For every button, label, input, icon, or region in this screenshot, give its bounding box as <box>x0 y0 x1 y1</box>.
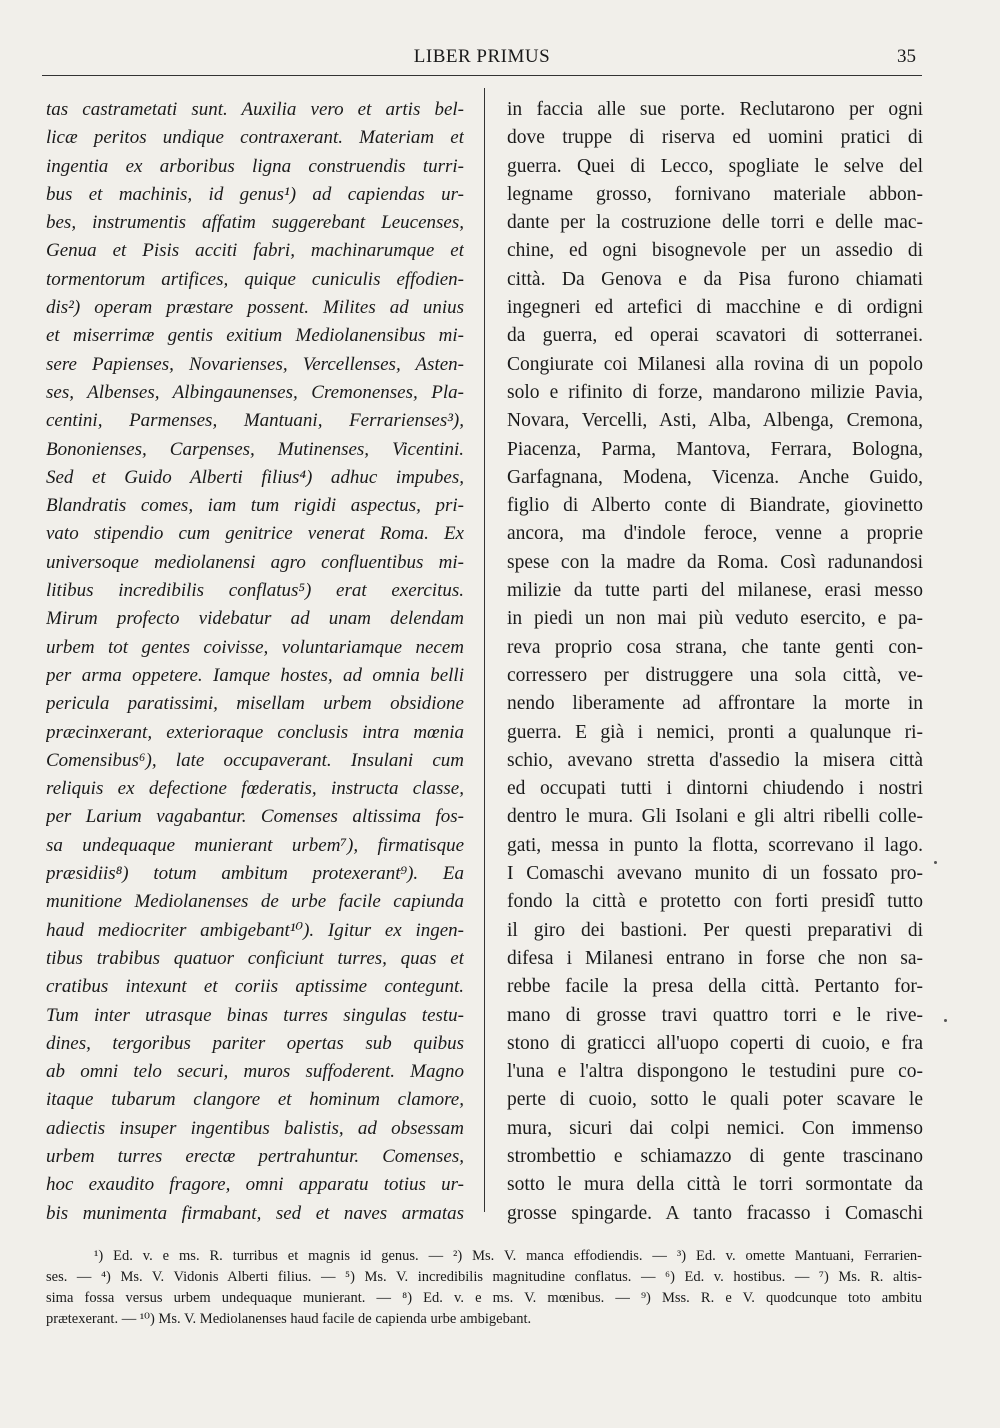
latin-text-line: Tum inter utrasque binas turres singulas testu- <box>46 1004 464 1026</box>
latin-text-line: urbem turres erectæ pertrahuntur. Comenses, <box>46 1145 464 1167</box>
italian-text-line: difesa i Milanesi entrano in forse che non sa- <box>507 947 923 969</box>
italian-text-line: ingegneri ed artefici di macchine e di ordigni <box>507 297 923 319</box>
page-number: 35 <box>897 46 916 67</box>
footnote-line: ¹) Ed. v. e ms. R. turribus et magnis id genus. — ²) Ms. V. manca effodiendis. — ³) Ed. v. omette Mantuani, Ferrarien- <box>94 1248 922 1264</box>
italian-text-line: dove truppe di riserva ed uomini pratici di <box>507 127 923 149</box>
italian-text-line: guerra. Quei di Lecco, spogliate le selve del <box>507 155 923 177</box>
latin-text-line: urbem tot gentes coivisse, voluntariamque necem <box>46 636 464 658</box>
latin-text-line: ingentia ex arboribus ligna construendis turri- <box>46 155 464 177</box>
latin-text-line: sa undequaque munierant urbem⁷), firmatisque <box>46 834 464 856</box>
italian-text-line: gati, messa in punto la flotta, scorrevano il lago. <box>507 834 923 856</box>
italian-text-line: fondo la città e protetto con forti presidî tutto <box>507 891 923 913</box>
latin-text-line: præcinxerant, exterioraque conclusis intra mœnia <box>46 721 464 743</box>
italian-text-line: grosse spingarde. A tanto fracasso i Comaschi <box>507 1202 923 1224</box>
italian-text-line: spese con la madre da Roma. Così radunandosi <box>507 551 923 573</box>
latin-text-line: Comensibus⁶), late occupaverant. Insulani cum <box>46 749 464 771</box>
latin-text-line: bus et machinis, id genus¹) ad capiendas ur- <box>46 183 464 205</box>
running-header <box>42 44 922 74</box>
latin-text-line: Genua et Pisis acciti fabri, machinarumque et <box>46 240 464 262</box>
italian-text-line: perte di cuoio, sotto le quali poter scavare le <box>507 1089 923 1111</box>
italian-text-line: Garfagnana, Modena, Vicenza. Anche Guido, <box>507 466 923 488</box>
italian-text-line: da guerra, ed operai scavatori di sotterranei. <box>507 325 923 347</box>
italian-text-line: Congiurate coi Milanesi alla rovina di un popolo <box>507 353 923 375</box>
latin-text-line: Mirum profecto videbatur ad unam delendam <box>46 608 464 630</box>
italian-text-line: schio, avevano stretta d'assedio la misera città <box>507 749 923 771</box>
italian-text-line: il giro dei bastioni. Per questi preparativi di <box>507 919 923 941</box>
italian-text-line: ed occupati tutti i dintorni chiudendo i nostri <box>507 778 923 800</box>
italian-text-line: corressero per distruggere una sola città, ve- <box>507 664 923 686</box>
latin-text-line: haud mediocriter ambigebant¹⁰). Igitur ex ingen- <box>46 919 464 941</box>
latin-text-line: præsidiis⁸) totum ambitum protexerant⁹). Ea <box>46 863 464 885</box>
latin-text-line: per arma oppetere. Iamque hostes, ad omnia belli <box>46 664 464 686</box>
latin-text-line: per Larium vagabantur. Comenses altissima fos- <box>46 806 464 828</box>
latin-text-line: hoc exaudito fragore, omni apparatu totius ur- <box>46 1174 464 1196</box>
italian-text-line: nendo liberamente ad affrontare la morte in <box>507 693 923 715</box>
latin-text-line: ab omni telo securi, muros suffoderent. Magno <box>46 1061 464 1083</box>
latin-column <box>46 96 464 1226</box>
latin-text-line: universoque mediolanensi agro confluentibus mi- <box>46 551 464 573</box>
latin-text-line: reliquis ex defectione fœderatis, instructa classe, <box>46 778 464 800</box>
latin-text-line: sere Papienses, Novarienses, Vercellenses, Asten- <box>46 353 464 375</box>
latin-text-line: Sed et Guido Alberti filius⁴) adhuc impubes, <box>46 466 464 488</box>
italian-text-line: I Comaschi avevano munito di un fossato pro- <box>507 863 923 885</box>
italian-text-line: Piacenza, Parma, Mantova, Ferrara, Bologna, <box>507 438 923 460</box>
paper-speck <box>934 861 937 864</box>
latin-text-line: bis munimenta firmabant, sed et naves armatas <box>46 1202 464 1224</box>
italian-text-line: stono di graticci all'uopo coperti di cuoio, e fra <box>507 1032 923 1054</box>
column-divider <box>484 88 485 1212</box>
italian-text-line: l'una e l'altra dispongono le testudini pure co- <box>507 1061 923 1083</box>
italian-text-line: legname grosso, fornivano materiale abbon- <box>507 183 923 205</box>
latin-text-line: tas castrametati sunt. Auxilia vero et artis bel- <box>46 99 464 120</box>
footnote-line: ses. — ⁴) Ms. V. Vidonis Alberti filius. — ⁵) Ms. V. incredibilis magnitudine conflatus. — ⁶) Ed. v. hostibus. — ⁷) Ms. R. altis- <box>46 1269 922 1285</box>
header-rule <box>42 75 922 76</box>
italian-text-line: strombettio e schiamazzo di gente trascinano <box>507 1145 923 1167</box>
italian-text-line: in piedi un non mai più veduto esercito, e pa- <box>507 608 923 630</box>
latin-text-line: Blandratis comes, iam tum rigidi aspectus, pri- <box>46 495 464 517</box>
italian-text-line: mano di grosse travi quattro torri e le rive- <box>507 1004 923 1026</box>
paper-speck <box>944 1019 947 1022</box>
latin-text-line: pericula paratissimi, misellam urbem obsidione <box>46 693 464 715</box>
running-title: LIBER PRIMUS <box>413 46 551 67</box>
italian-text-line: città. Da Genova e da Pisa furono chiamati <box>507 268 923 290</box>
latin-text-line: munitione Mediolanenses de urbe facile capiunda <box>46 891 464 913</box>
footnote-line: sima fossa versus urbem undequaque munierant. — ⁸) Ed. v. e ms. V. mœnibus. — ⁹) Mss. R. e V. quodcunque toto ambitu <box>46 1290 922 1306</box>
latin-text-line: et miserrimæ gentis exitium Mediolanensibus mi- <box>46 325 464 347</box>
italian-text-line: chine, ed ogni bisognevole per un assedio di <box>507 240 923 262</box>
italian-text-line: Novara, Vercelli, Asti, Alba, Albenga, Cremona, <box>507 410 923 432</box>
latin-text-line: cratibus intexunt et coriis aptissime contegunt. <box>46 976 464 998</box>
italian-text-line: reva proprio cosa strana, che tante genti con- <box>507 636 923 658</box>
latin-text-line: adiectis insuper ingentibus balistis, ad obsessam <box>46 1117 464 1139</box>
latin-text-line: bes, instrumentis affatim suggerebant Leucenses, <box>46 212 464 234</box>
italian-text-line: mura, sicuri dai colpi nemici. Con immenso <box>507 1117 923 1139</box>
italian-text-line: dentro le mura. Gli Isolani e gli altri ribelli colle- <box>507 806 923 828</box>
italian-text-line: figlio di Alberto conte di Biandrate, giovinetto <box>507 495 923 517</box>
footnotes <box>46 1246 922 1330</box>
italian-text-line: guerra. E già i nemici, pronti a qualunque ri- <box>507 721 923 743</box>
italian-text-line: dante per la costruzione delle torri e delle mac- <box>507 212 923 234</box>
footnote-line: prætexerant. — ¹⁰) Ms. V. Mediolanenses haud facile de capienda urbe ambigebant. <box>46 1311 532 1327</box>
italian-text-line: sotto le mura della città le torri sormontate da <box>507 1174 923 1196</box>
latin-text-line: tibus trabibus quatuor conficiunt turres, quas et <box>46 947 464 969</box>
italian-text-line: in faccia alle sue porte. Reclutarono per ogni <box>507 99 923 120</box>
latin-text-line: ses, Albenses, Albingaunenses, Cremonenses, Pla- <box>46 381 464 403</box>
latin-text-line: itaque tubarum clangore et hominum clamore, <box>46 1089 464 1111</box>
italian-column <box>507 96 923 1226</box>
latin-text-line: Bononienses, Carpenses, Mutinenses, Vicentini. <box>46 438 464 460</box>
latin-text-line: tormentorum artifices, quique cuniculis effodien- <box>46 268 464 290</box>
latin-text-line: licæ peritos undique contraxerant. Materiam et <box>46 127 464 149</box>
latin-text-line: litibus incredibilis conflatus⁵) erat exercitus. <box>46 580 464 602</box>
latin-text-line: dines, tergoribus pariter opertas sub quibus <box>46 1032 464 1054</box>
latin-text-line: dis²) operam præstare possent. Milites ad unius <box>46 297 464 319</box>
italian-text-line: rebbe facile la presa della città. Pertanto for- <box>507 976 923 998</box>
italian-text-line: ancora, ma d'indole feroce, venne a proprie <box>507 523 923 545</box>
latin-text-line: centini, Parmenses, Mantuani, Ferrarienses³), <box>46 410 464 432</box>
italian-text-line: milizie da tutte parti del milanese, erasi messo <box>507 580 923 602</box>
latin-text-line: vato stipendio cum genitrice venerat Roma. Ex <box>46 523 464 545</box>
italian-text-line: solo e rifinito di forze, mandarono milizie Pavia, <box>507 381 923 403</box>
